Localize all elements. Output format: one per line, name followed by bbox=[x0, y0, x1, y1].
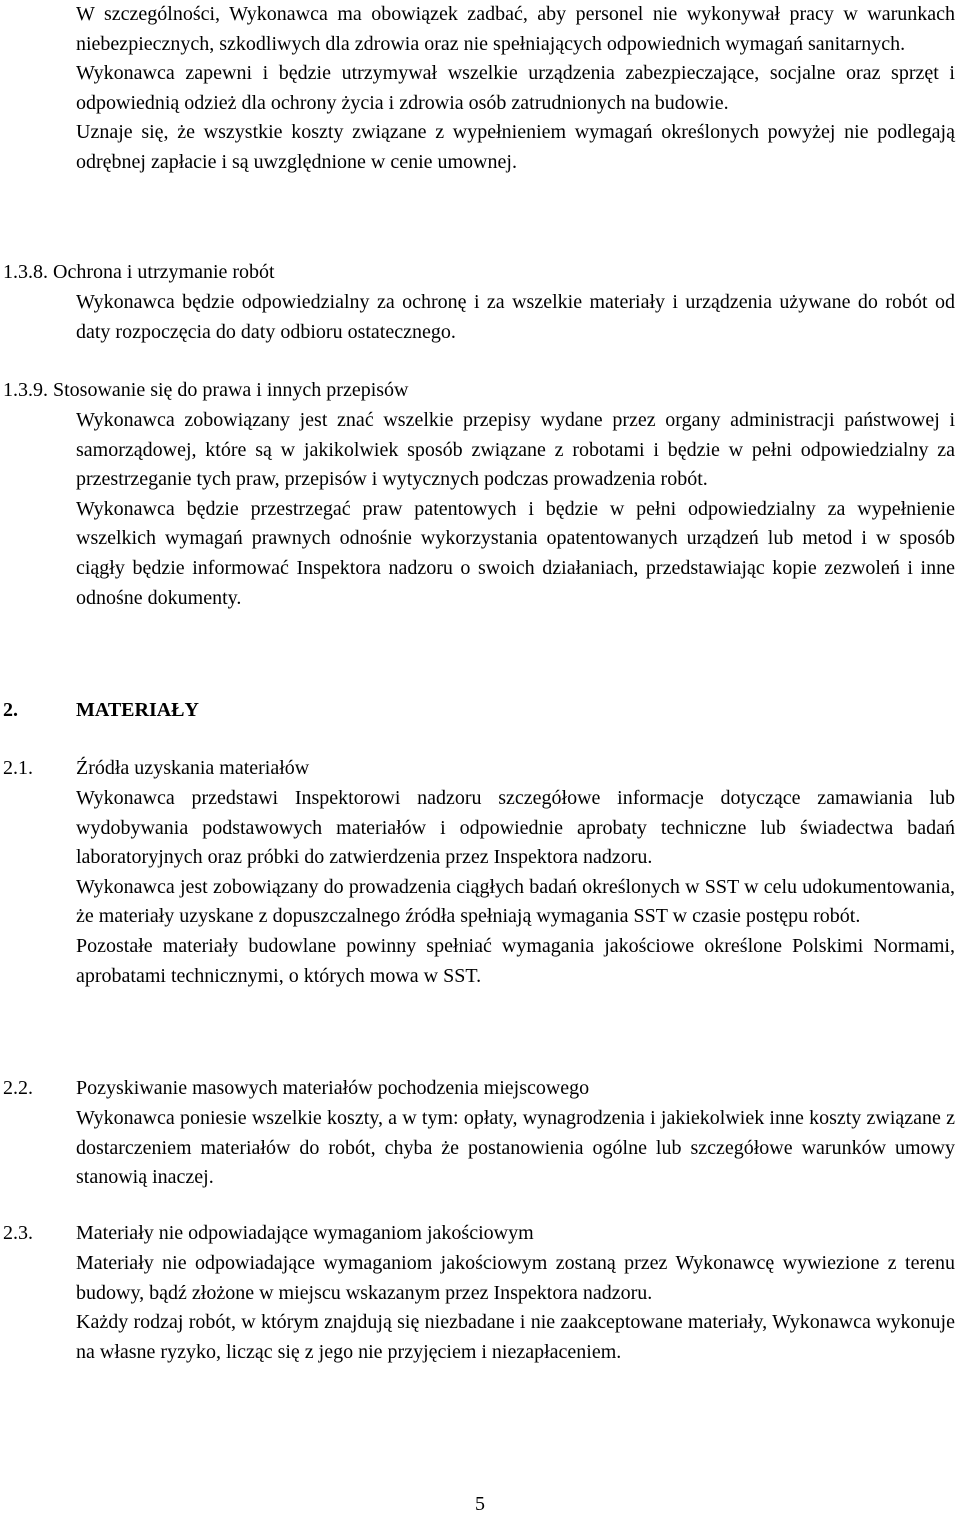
section-2-3-paragraph-2: Każdy rodzaj robót, w którym znajdują się niezbadane i nie zaakceptowane materiały, Wykonawca wykonuje na własne ryzyko, licząc się z jego nie przyjęciem i niezapłaceniem. bbox=[76, 1311, 955, 1363]
section-2-2-paragraph-1: Wykonawca poniesie wszelkie koszty, a w tym: opłaty, wynagrodzenia i jakiekolwiek inne koszty związane z dostarczeniem materiałów do robót, chyba że postanowienia ogólne lub szczegółowe warunków umowy stanowią inaczej. bbox=[76, 1107, 955, 1189]
section-title: Ochrona i utrzymanie robót bbox=[53, 261, 275, 283]
section-number: 2.1. bbox=[3, 757, 33, 779]
section-1-3-8-heading bbox=[3, 258, 955, 288]
section-1-3-9-paragraph-2: Wykonawca będzie przestrzegać praw patentowych i będzie w pełni odpowiedzialny za wypełnienie wszelkich wymagań prawnych odnośnie wykorzystania opatentowanych urządzeń lub metod i w sposób ciągły będzie informować Inspektora nadzoru o swoich działaniach, przedstawiając kopie zezwoleń i inne odnośne dokumenty. bbox=[76, 497, 955, 609]
section-number: 1.3.8. bbox=[3, 261, 48, 283]
section-2-1-paragraph-3: Pozostałe materiały budowlane powinny spełniać wymagania jakościowe określone Polskimi Normami, aprobatami technicznymi, o których mowa w SST. bbox=[76, 934, 955, 987]
section-2-1-paragraph-1: Wykonawca przedstawi Inspektorowi nadzoru szczegółowe informacje dotyczące zamawiania lub wydobywania podstawowych materiałów i odpowiednie aprobaty techniczne lub świadectwa badań laboratoryjnych oraz próbki do zatwierdzenia przez Inspektora nadzoru. bbox=[76, 787, 955, 869]
chapter-number: 2. bbox=[3, 699, 18, 721]
page-number: 5 bbox=[475, 1493, 485, 1515]
section-2-2-body bbox=[76, 1104, 955, 1193]
section-title: Stosowanie się do prawa i innych przepisów bbox=[53, 379, 409, 401]
section-2-1-body bbox=[76, 784, 955, 991]
chapter-title: MATERIAŁY bbox=[76, 699, 199, 721]
section-number: 2.2. bbox=[3, 1077, 33, 1099]
section-1-3-9-body bbox=[76, 406, 955, 613]
intro-section bbox=[76, 0, 955, 178]
intro-paragraph-2: Wykonawca zapewni i będzie utrzymywał wszelkie urządzenia zabezpieczające, socjalne oraz sprzęt i odpowiednią odzież dla ochrony życia i zdrowia osób zatrudnionych na budowie. bbox=[76, 62, 955, 114]
section-title: Materiały nie odpowiadające wymaganiom jakościowym bbox=[76, 1222, 534, 1244]
section-title: Pozyskiwanie masowych materiałów pochodzenia miejscowego bbox=[76, 1077, 590, 1099]
intro-paragraph-3: Uznaje się, że wszystkie koszty związane z wypełnieniem wymagań określonych powyżej nie podlegają odrębnej zapłacie i są uwzględnione w cenie umownej. bbox=[76, 121, 955, 173]
intro-paragraph-1: W szczególności, Wykonawca ma obowiązek zadbać, aby personel nie wykonywał pracy w warunkach niebezpiecznych, szkodliwych dla zdrowia oraz nie spełniających odpowiednich wymagań sanitarnych. bbox=[76, 3, 955, 55]
section-number: 2.3. bbox=[3, 1222, 33, 1244]
section-1-3-8-paragraph-1: Wykonawca będzie odpowiedzialny za ochronę i za wszelkie materiały i urządzenia używane do robót od daty rozpoczęcia do daty odbioru ostatecznego. bbox=[76, 291, 955, 343]
section-number: 1.3.9. bbox=[3, 379, 48, 401]
section-1-3-9-heading bbox=[3, 376, 955, 406]
section-2-3-paragraph-1: Materiały nie odpowiadające wymaganiom jakościowym zostaną przez Wykonawcę wywiezione z terenu budowy, bądź złożone w miejscu wskazanym przez Inspektora nadzoru. bbox=[76, 1252, 955, 1304]
section-2-1-paragraph-2: Wykonawca jest zobowiązany do prowadzenia ciągłych badań określonych w SST w celu udokumentowania, że materiały uzyskane z dopuszczalnego źródła spełniają wymagania SST w czasie postępu robót. bbox=[76, 875, 955, 928]
section-1-3-9-paragraph-1: Wykonawca zobowiązany jest znać wszelkie przepisy wydane przez organy administracji państwowej i samorządowej, które są w jakikolwiek sposób związane z robotami i będzie w pełni odpowiedzialny za przestrzeganie tych praw, przepisów i wytycznych podczas prowadzenia robót. bbox=[76, 409, 955, 491]
section-1-3-8-body bbox=[76, 288, 955, 347]
section-title: Źródła uzyskania materiałów bbox=[76, 757, 310, 779]
section-2-3-body bbox=[76, 1249, 955, 1367]
